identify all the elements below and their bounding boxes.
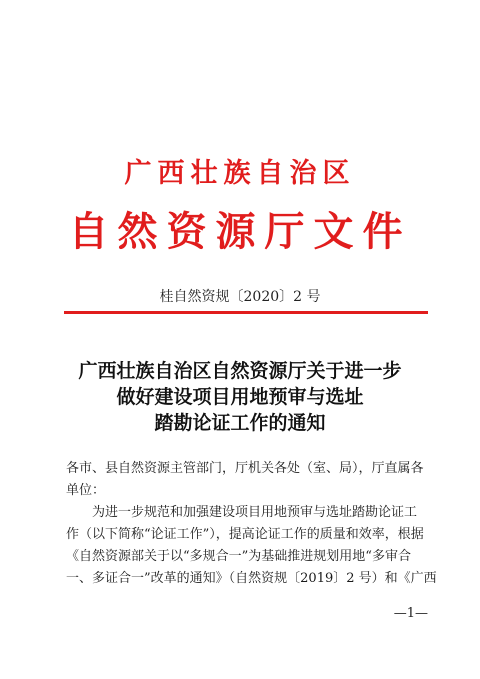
title-line-3: 踏勘论证工作的通知 xyxy=(154,412,326,434)
body-line-3: 《自然资源部关于以“多规合一”为基础推进规划用地“多审合 xyxy=(66,549,411,564)
recipients-line-1: 各市、县自然资源主管部门，厅机关各处（室、局），厅直属各 xyxy=(66,461,424,476)
body-line-1: 为进一步规范和加强建设项目用地预审与选址踏勘论证工 xyxy=(92,505,418,520)
page-number: —1— xyxy=(393,606,428,621)
issuer-department-document: 自然资源厅文件 xyxy=(68,208,412,255)
recipients xyxy=(66,458,430,502)
red-divider xyxy=(64,311,428,314)
issuer-region: 广西壮族自治区 xyxy=(124,158,356,189)
body-line-4: 一、多证合一”改革的通知》（自然资规〔2019〕2 号）和《广西 xyxy=(66,571,437,586)
body-line-2: 作（以下简称“论证工作”），提高论证工作的质量和效率，根据 xyxy=(66,527,424,542)
body-paragraph xyxy=(66,502,437,590)
title-line-2: 做好建设项目用地预审与选址 xyxy=(116,386,364,408)
recipients-line-2: 单位： xyxy=(66,483,106,498)
document-title xyxy=(0,358,480,436)
title-line-1: 广西壮族自治区自然资源厅关于进一步 xyxy=(78,360,402,382)
document-number: 桂自然资规〔2020〕2 号 xyxy=(159,289,321,305)
